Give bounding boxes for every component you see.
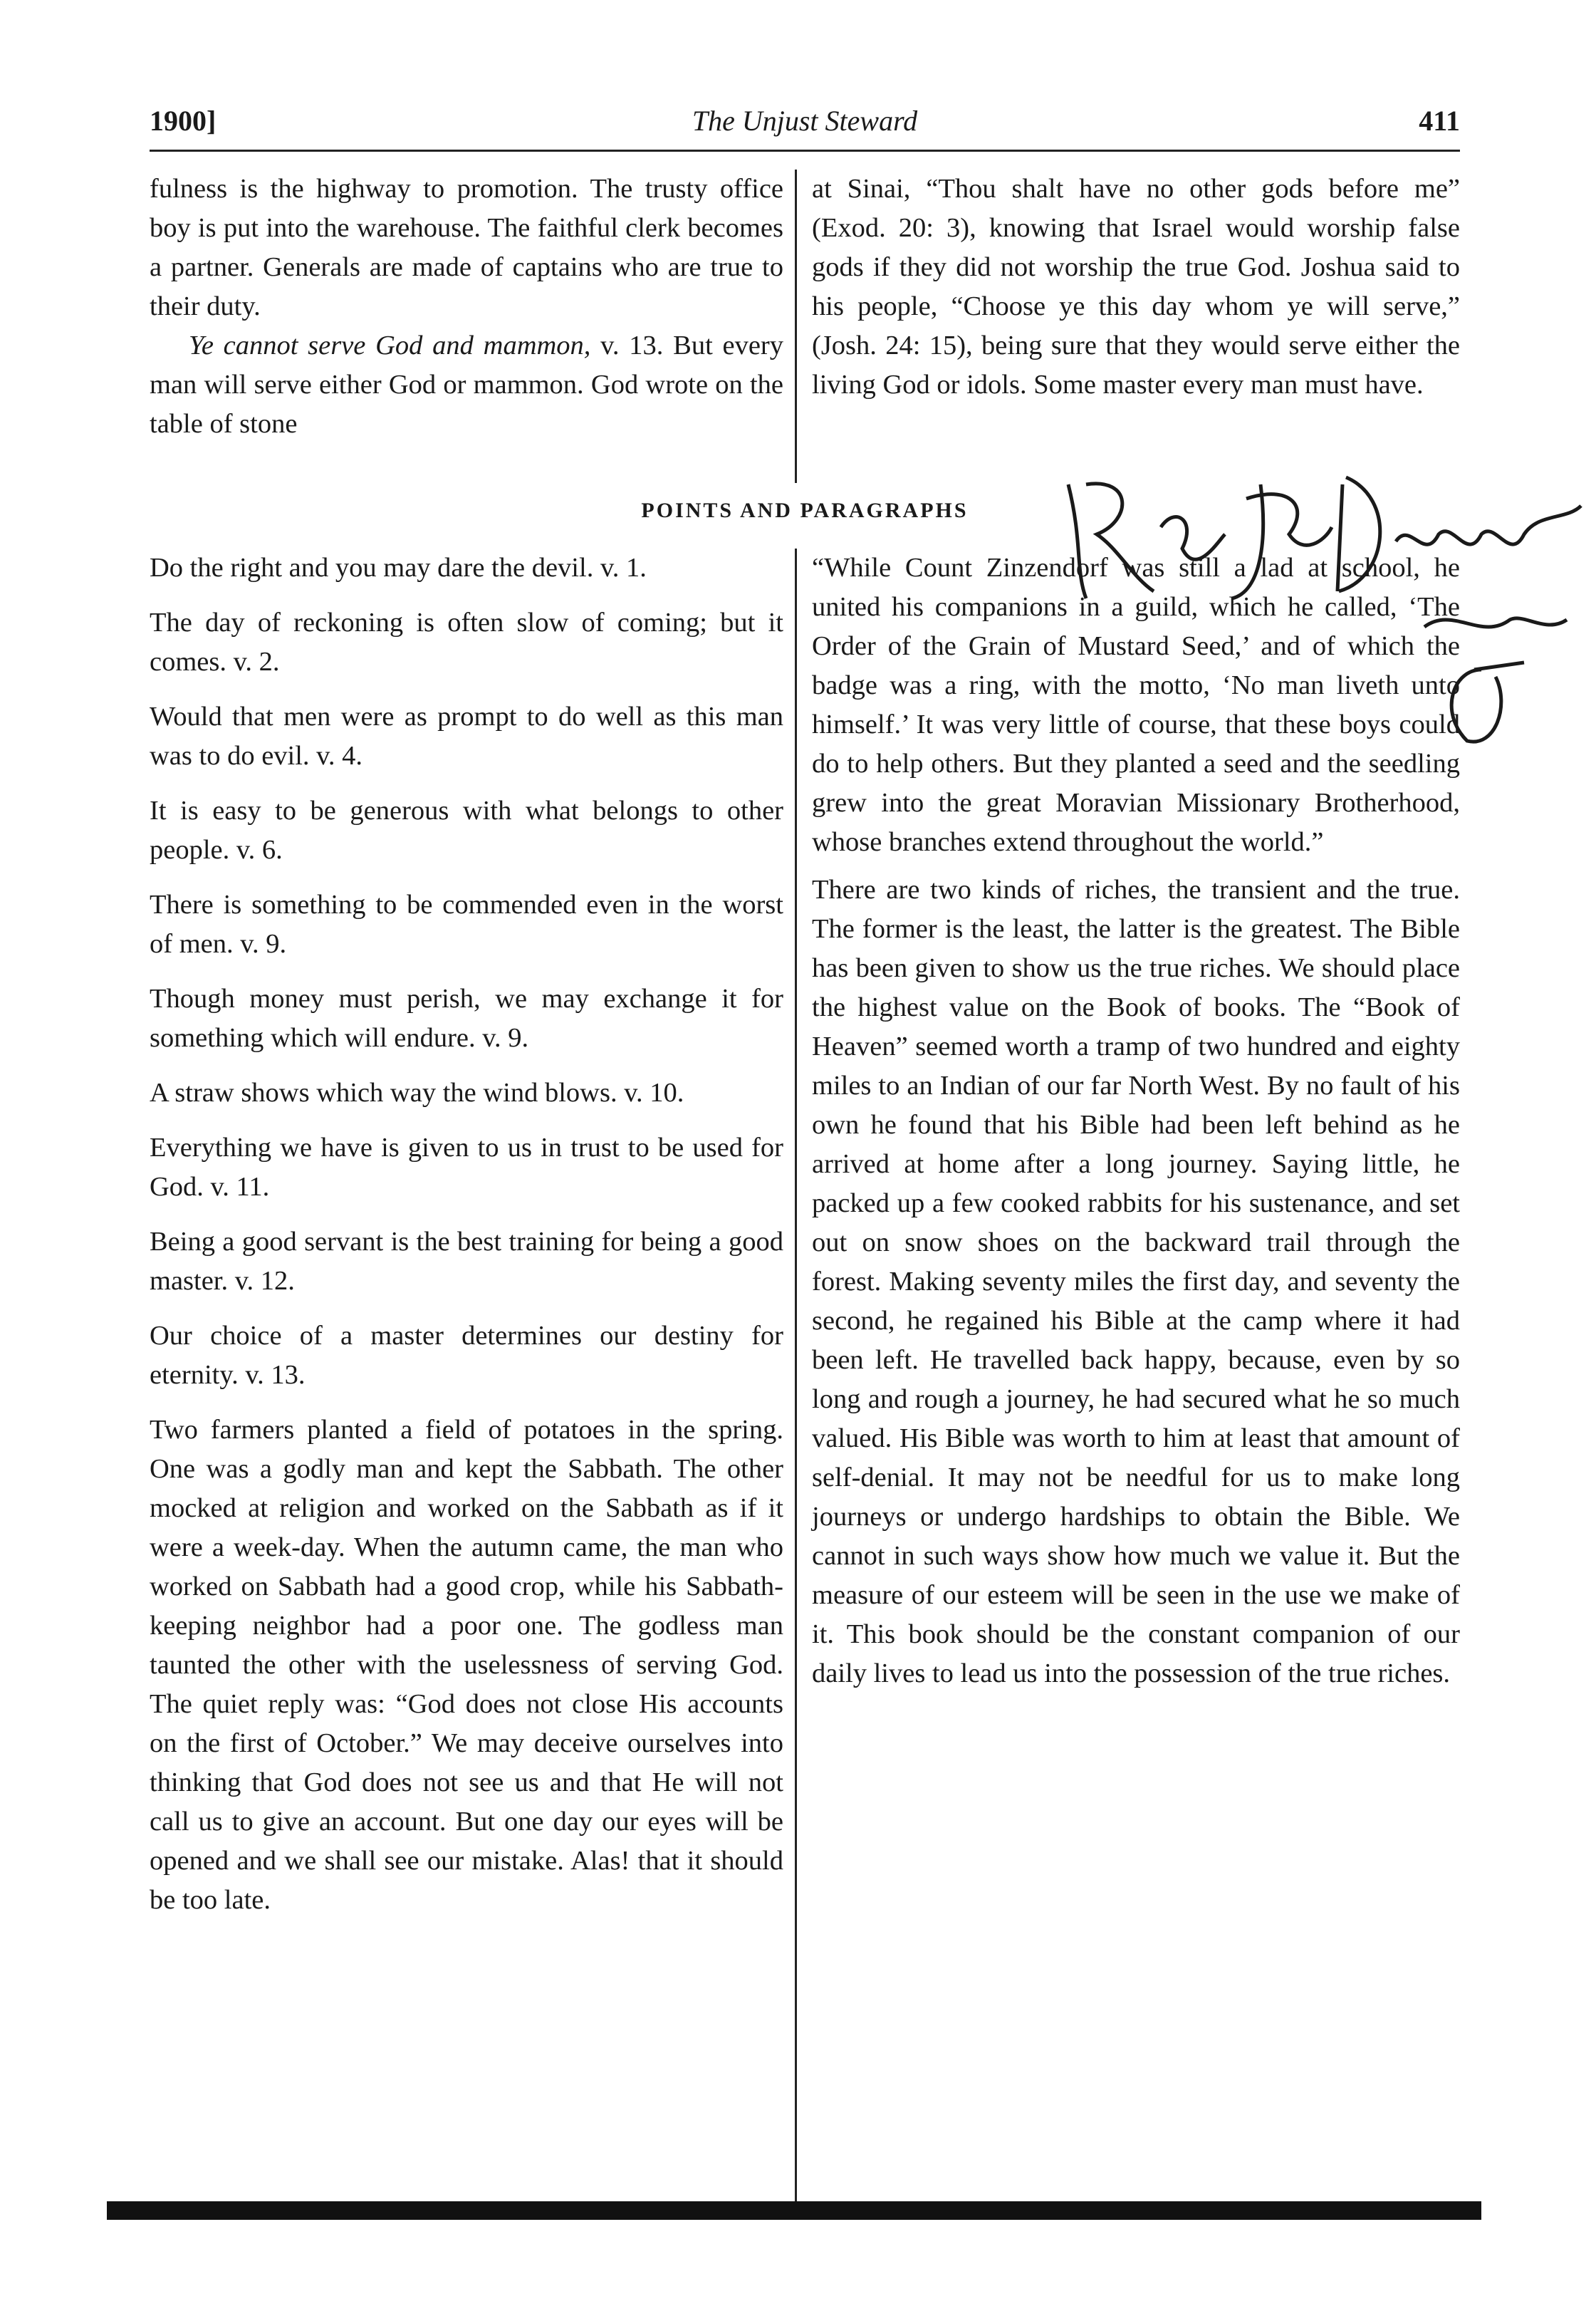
point-item: Being a good servant is the best training for being a good master. v. 12. xyxy=(150,1227,783,1296)
handwritten-signature-icon xyxy=(1054,456,1595,755)
point-item: Everything we have is given to us in trust to be used for God. v. 11. xyxy=(150,1133,783,1202)
top-left-paragraph-1: fulness is the highway to promotion. The trusty office boy is put into the warehouse. The faithful clerk becomes a partner. Generals are made of captains who are true to their duty. xyxy=(150,174,783,321)
point-item: The day of reckoning is often slow of coming; but it comes. v. 2. xyxy=(150,608,783,677)
bottom-scan-edge xyxy=(107,2201,1481,2220)
column-divider-top xyxy=(795,170,797,483)
point-item: Our choice of a master determines our destiny for eternity. v. 13. xyxy=(150,1321,783,1390)
running-title: The Unjust Steward xyxy=(692,105,918,137)
farmers-paragraph: Two farmers planted a field of potatoes in the spring. One was a godly man and kept the Sabbath. The other mocked at religion and worked on the Sabbath as if it were a week-day. When the autumn came, the man who worked on Sabbath had a good crop, while his Sabbath-keeping neighbor had a poor one. The godless man taunted the other with the uselessness of serving God. The quiet reply was: “God does not close His accounts on the first of October.” We may deceive ourselves into thinking that God does not see us and that He will not call us to give an account. But one day our eyes will be opened and we shall see our mistake. Alas! that it should be too late. xyxy=(150,1415,783,1915)
point-item: Though money must perish, we may exchange it for something which will endure. v. 9. xyxy=(150,984,783,1053)
column-divider-bottom xyxy=(795,549,797,2201)
section-heading: POINTS AND PARAGRAPHS xyxy=(641,499,969,522)
point-item: It is easy to be generous with what belongs to other people. v. 6. xyxy=(150,796,783,865)
point-item: Would that men were as prompt to do well as this man was to do evil. v. 4. xyxy=(150,702,783,771)
point-item: There is something to be commended even in the worst of men. v. 9. xyxy=(150,890,783,959)
riches-paragraph: There are two kinds of riches, the transient and the true. The former is the least, the latter is the greatest. The Bible has been given to show us the true riches. We should place the highest value on the Book of books. The “Book of Heaven” seemed worth a tramp of two hundred and eighty miles to an Indian of our far North West. By no fault of his own he found that his Bible had been left behind as he arrived at home after a long journey. Saying little, he packed up a few cooked rabbits for his sustenance, and set out on snow shoes on the backward trail through the forest. Making seventy miles the first day, and seventy the second, he regained his Bible at the camp where it had been left. He travelled back happy, because, even by so long and rough a journey, he had secured what he so much valued. His Bible was worth to him at least that amount of self-denial. It may not be needful for us to make long journeys or undergo hardships to obtain the Bible. We cannot in such ways show how much we value it. But the measure of our esteem will be seen in the use we make of it. This book should be the constant companion of our daily lives to lead us into the possession of the true riches. xyxy=(812,875,1460,1688)
page-number: 411 xyxy=(1419,105,1460,137)
top-right-column xyxy=(812,170,1460,405)
zinzendorf-paragraph: “While Count Zinzendorf was still a lad at school, he united his companions in a guild, which he called, ‘The Order of the Grain of Mustard Seed,’ and of which the badge was a ring, with the motto, ‘No man liveth unto himself.’ It was very little of course, that these boys could do to help others. But they planted a seed and the seedling grew into the great Moravian Missionary Brotherhood, whose branches extend throughout the world.” xyxy=(812,553,1460,857)
top-left-column xyxy=(150,170,783,444)
points-column xyxy=(150,549,783,1920)
point-item: A straw shows which way the wind blows. v. 10. xyxy=(150,1078,684,1108)
top-left-paragraph-2 xyxy=(150,326,783,444)
page-year: 1900] xyxy=(150,105,217,137)
running-header xyxy=(150,100,1460,152)
scripture-quote: Ye cannot serve God and mammon, xyxy=(188,331,591,360)
top-right-paragraph-1: at Sinai, “Thou shalt have no other gods before me” (Exod. 20: 3), knowing that Israel would worship false gods if they did not worship the true God. Joshua said to his people, “Choose ye this day whom ye will serve,” (Josh. 24: 15), being sure that they would serve either the living God or idols. Some master every man must have. xyxy=(812,174,1460,400)
top-left-paragraph-2-text: v. 13. But every man will serve either God or mammon. God wrote on the table of stone xyxy=(150,331,783,439)
point-item: Do the right and you may dare the devil. v. 1. xyxy=(150,553,647,583)
